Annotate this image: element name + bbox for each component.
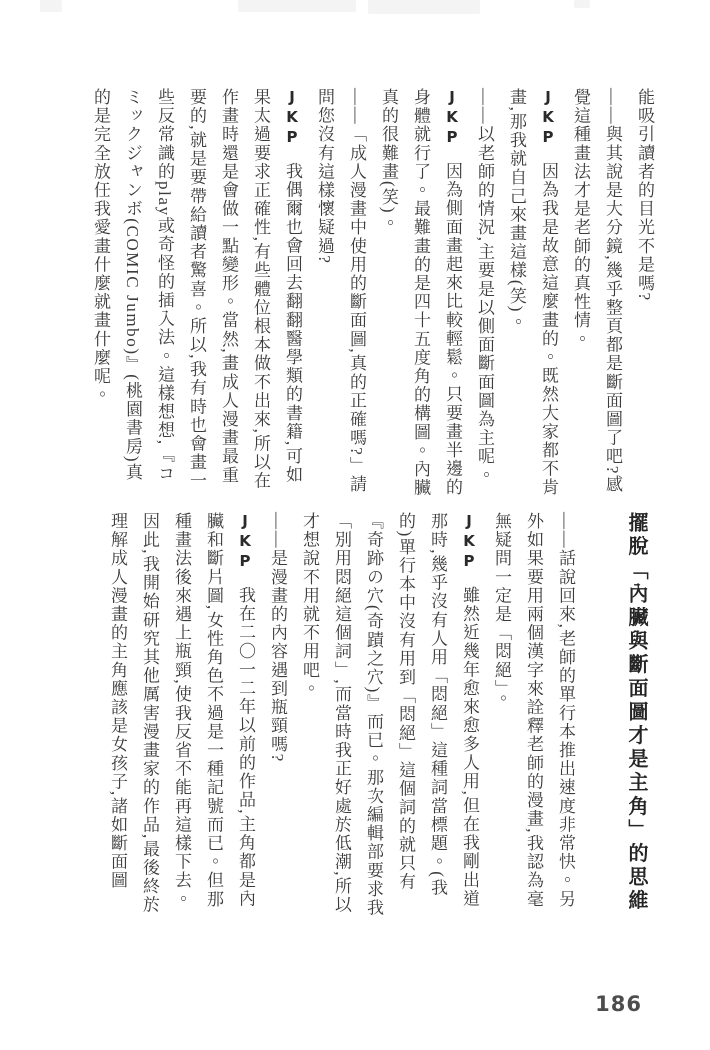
dialogue-paragraph [101,512,261,922]
interview-text-block-top [84,88,660,498]
page-number: 186 [595,992,642,1016]
section-heading: 擺脫「內臟與斷面圖才是主角」的思維 [625,512,649,914]
paragraph-text: 我在二〇一二年以前的作品,主角都是內臟和斷片圖,女性角色不過是一種記號而已。但那種畫法後來遇上瓶頸,使我反省不能再這樣下去。因此,我開始研究其他厲害漫畫家的作品,最後終於理解成人漫畫的主角應該是女孩子,諸如斷面圖 [108,512,255,915]
interviewer-paragraph [485,512,581,922]
interviewer-paragraph [261,512,293,922]
scan-artifact [368,0,480,14]
speaker-label: JKP [443,88,461,148]
interviewer-paragraph [308,88,372,498]
dialogue-paragraph [500,88,564,498]
paragraph-text: 因為我是故意這麼畫的。既然大家都不肯畫,那我就自己來畫這樣(笑)。 [507,88,558,497]
scan-artifact [40,0,62,12]
paragraph-text: 因為側面畫起來比較輕鬆。只要畫半邊的身體就行了。最難畫的是四十五度角的構圖。內臟真的很難畫(笑)。 [379,88,462,498]
paragraph-text: 雖然近幾年愈來愈多人用,但在我剛出道那時,幾乎沒有人用「悶絕」這種詞當標題。(我的)單行本中沒有用到「悶絕」這個詞的就只有『奇跡の穴(奇蹟之穴)』而已。那次編輯部要求我「別用悶絕這個詞」,而當時我正好處於低潮,所以才想說不用就不用吧。 [300,512,479,918]
paragraph-text: ——是漫畫的內容遇到瓶頸嗎? [268,512,287,763]
interviewer-paragraph [468,88,500,498]
interview-text-block-bottom [101,512,657,922]
speaker-label: JKP [283,88,301,148]
dialogue-paragraph [84,88,308,498]
paragraph-text: ——話說回來,老師的單行本推出速度非常快。另外如果要用兩個漢字來詮釋老師的漫畫,我認為毫無疑問一定是「悶絕」。 [492,512,575,909]
paragraph-text: ——以老師的情況,主要是以側面斷面圖為主呢。 [475,88,494,485]
paragraph-text: ——與其說是大分鏡,幾乎整頁都是斷面圖了吧?感覺這種畫法才是老師的真性情。 [571,88,622,494]
paragraph-text: 我偶爾也會回去翻翻醫學類的書籍,可如果太過要求正確性,有些體位根本做不出來,所以在作畫時還是會做一點變形。當然,畫成人漫畫最重要的,就是要帶給讀者驚喜。所以,我有時也會畫一些反常識的play或奇怪的插入法。這樣想想,『コミックジャンボ(COMIC Jumbo)』(桃園書房)真的是完全放任我愛畫什麼就畫什麼呢。 [91,88,302,491]
continuation-paragraph [628,88,660,498]
dialogue-paragraph [293,512,485,922]
scan-artifact [238,0,356,12]
paragraph-text: ——「成人漫畫中使用的斷面圖,真的正確嗎?」請問您沒有這樣懷疑過? [315,88,366,494]
scan-artifact [574,0,590,8]
paragraph-text: 能吸引讀者的目光不是嗎? [635,88,654,302]
speaker-label: JKP [539,88,557,148]
interviewer-paragraph [564,88,628,498]
dialogue-paragraph [372,88,468,498]
speaker-label: JKP [236,512,254,572]
speaker-label: JKP [460,512,478,572]
